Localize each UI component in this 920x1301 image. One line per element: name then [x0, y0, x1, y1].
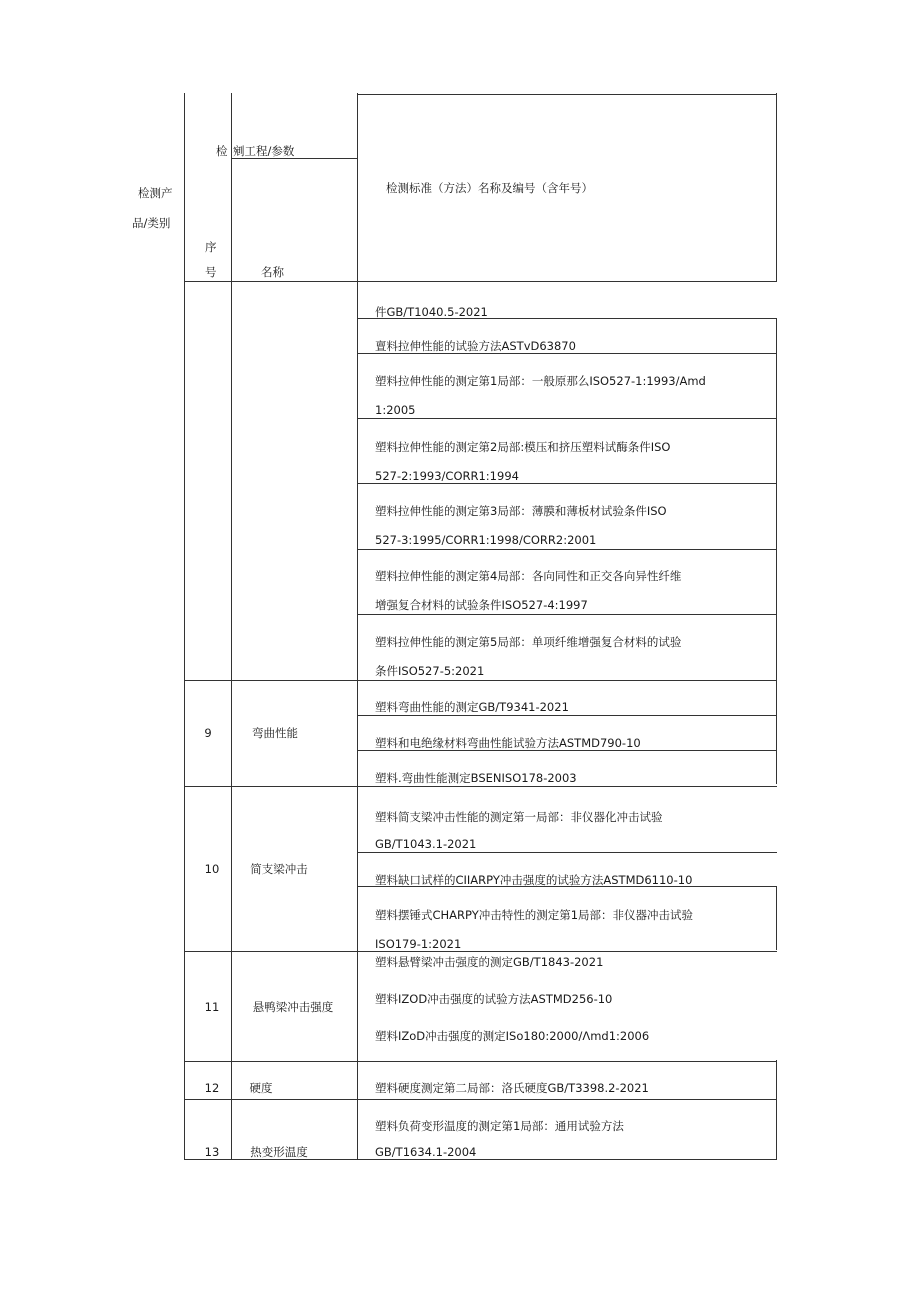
grid-line: [357, 93, 358, 1160]
standard-line: 塑料缺口试样的CIIARPY冲击强度的试验方法ASTMD6110-10: [375, 873, 693, 887]
standard-line: 塑料IZOD冲击强度的试验方法ASTMD256-10: [375, 992, 613, 1006]
name-cell: 弯曲性能: [252, 726, 298, 740]
grid-line: [184, 786, 777, 787]
category-header: 检测产: [138, 186, 173, 200]
grid-line: [357, 852, 777, 853]
name-header: 名称: [261, 265, 284, 279]
seq-cell: 11: [204, 1000, 220, 1014]
standard-line: 条件ISO527-5:2021: [375, 664, 485, 678]
grid-line: [776, 1100, 777, 1160]
grid-line: [357, 418, 777, 419]
grid-line: [184, 1159, 777, 1160]
category-header: 品/类别: [132, 216, 171, 230]
standard-line: 增强复合材料的试验条件ISO527-4:1997: [375, 598, 588, 612]
grid-line: [184, 1099, 777, 1100]
standard-line: 塑料拉伸性能的测定第5局部：单项纤维增强复合材料的试验: [375, 635, 682, 649]
name-cell: 悬鸭梁冲击强度: [252, 1000, 334, 1014]
standard-line: 527-3:1995/CORR1:1998/CORR2:2001: [375, 533, 597, 547]
standard-line: 塑料负荷变形温度的测定第1局部：通用试验方法: [375, 1119, 624, 1133]
item-param-header: 检: [216, 144, 228, 158]
standard-line: GB/T1043.1-2021: [375, 837, 477, 851]
seq-header: 号: [205, 265, 217, 279]
seq-cell: 10: [204, 862, 220, 876]
seq-cell: 9: [204, 726, 212, 740]
item-param-header: 剜工程/参数: [233, 144, 295, 158]
seq-header: 序: [205, 240, 217, 254]
standard-line: 塑料硬度测定第二局部：洛氏硬度GB/T3398.2-2021: [375, 1081, 649, 1095]
standard-line: 塑料.弯曲性能测定BSENISO178-2003: [375, 771, 577, 785]
grid-line: [357, 750, 777, 751]
standard-line: 塑料弯曲性能的测定GB/T9341-2021: [375, 700, 569, 714]
grid-line: [184, 680, 777, 681]
grid-line: [184, 951, 777, 952]
standard-line: 塑料悬臂梁冲击强度的测定GB/T1843-2021: [375, 955, 604, 969]
grid-line: [184, 281, 777, 282]
grid-line: [776, 93, 777, 281]
name-cell: 热变形温度: [250, 1145, 308, 1159]
seq-cell: 13: [204, 1145, 220, 1159]
grid-line: [357, 549, 777, 550]
standard-line: 塑料简支梁冲击性能的测定第一局部：非仪器化冲击试验: [375, 810, 663, 824]
grid-line: [357, 614, 777, 615]
grid-line: [357, 94, 777, 95]
standard-line: 亶料拉伸性能的试验方法ASTvD63870: [375, 339, 576, 353]
standard-line: 塑料拉伸性能的测定第4局部：各向同性和正交各向异性纤维: [375, 569, 682, 583]
standard-line: ISO179-1:2021: [375, 937, 462, 951]
grid-line: [184, 1061, 777, 1062]
standard-line: 件GB/T1040.5-2021: [375, 305, 488, 319]
grid-line: [357, 483, 777, 484]
grid-line: [357, 353, 777, 354]
standard-line: 塑料摆锤式CHARPY冲击特性的测定第1局部：非仪器冲击试验: [375, 908, 694, 922]
standard-line: 塑料和电绝缘材料弯曲性能试验方法ASTMD790-10: [375, 736, 641, 750]
standard-line: 1:2005: [375, 403, 416, 417]
standard-line: 塑料拉伸性能的测定第1局部：一般原那么ISO527-1:1993/Amd: [375, 374, 706, 388]
standard-line: GB/T1634.1-2004: [375, 1145, 477, 1159]
grid-line: [776, 886, 777, 950]
standard-header: 检测标准（方法）名称及编号（含年号）: [386, 181, 593, 195]
name-cell: 硬度: [249, 1081, 273, 1095]
seq-cell: 12: [204, 1081, 220, 1095]
standard-line: 塑料IZoD冲击强度的测定ISo180:2000/Λmd1:2006: [375, 1029, 650, 1043]
standard-line: 塑料拉伸性能的测定第2局部:模压和挤压塑料试酶条件ISO: [375, 440, 671, 454]
grid-line: [357, 715, 777, 716]
standard-line: 527-2:1993/CORR1:1994: [375, 469, 519, 483]
name-cell: 简支梁冲击: [250, 862, 308, 876]
grid-line: [231, 158, 358, 159]
grid-line: [776, 1060, 777, 1100]
standard-line: 塑料拉伸性能的测定第3局部：薄膜和薄板材试验条件ISO: [375, 504, 667, 518]
